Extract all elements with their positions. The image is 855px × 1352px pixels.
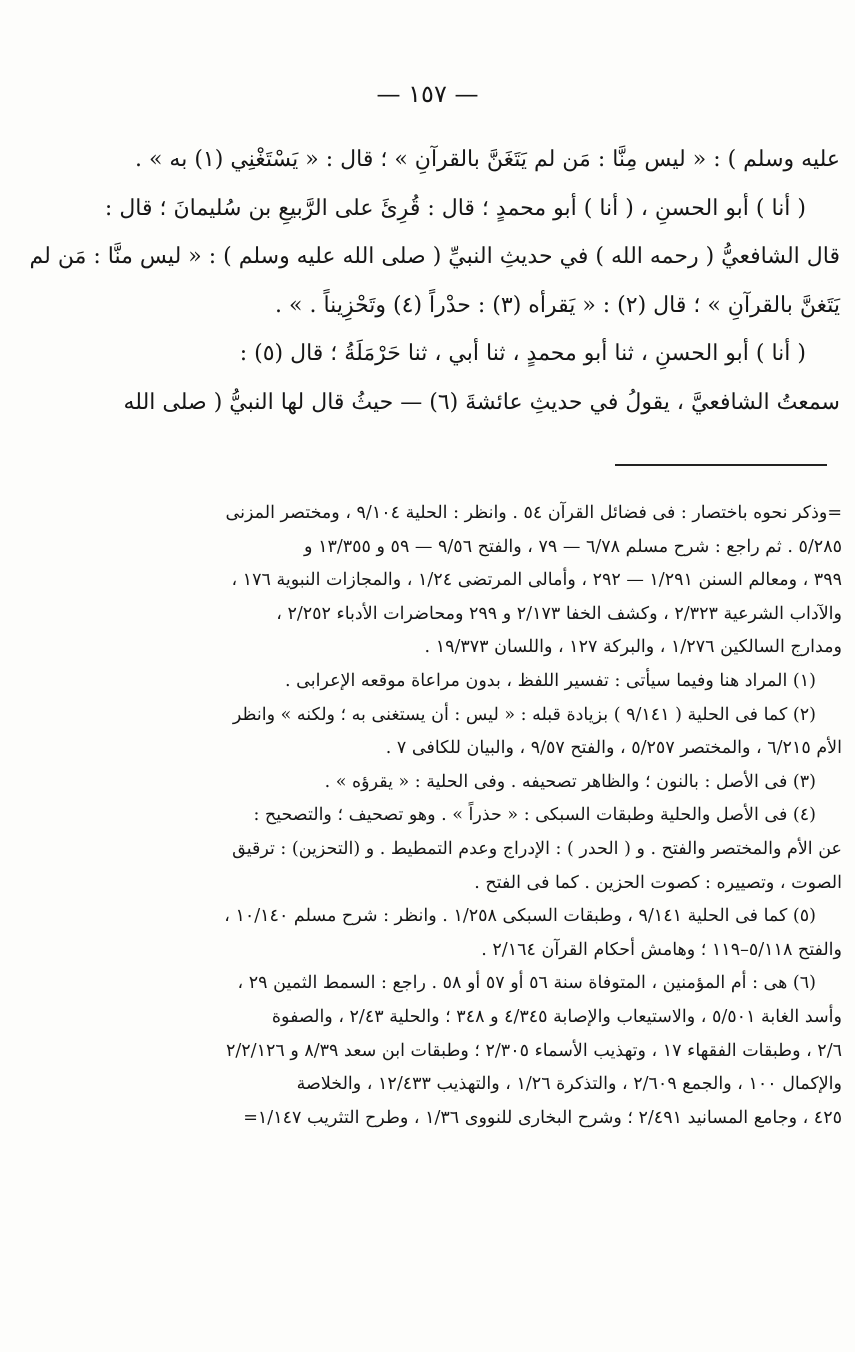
footnote-3: (٣) فى الأصل : بالنون ؛ والظاهر تصحيفه . وفى الحلية : « يقرؤه » . xyxy=(324,771,816,792)
footnote-line: ٢/٦ ، وطبقات الفقهاء ١٧ ، وتهذيب الأسماء ٢/٣٠٥ ؛ وطبقات ابن سعد ٨/٣٩ و ٢/٢/١٢٦ xyxy=(225,1040,842,1061)
footnote-2: (٢) كما فى الحلية ( ٩/١٤١ ) بزيادة قبله : « ليس : أن يستغنى به ؛ ولكنه » وانظر xyxy=(232,704,816,725)
page-number: — ١٥٧ — xyxy=(376,80,479,108)
main-text-line: يَتَغنَّ بالقرآنِ » ؛ قال (٢) : « يَقرأه (٣) : حدْراً (٤) وتَحْزِيناً . » . xyxy=(275,292,840,318)
footnote-line: ٥/٢٨٥ . ثم راجع : شرح مسلم ٦/٧٨ — ٧٩ ، والفتح ٩/٥٦ — ٥٩ و ١٣/٣٥٥ و xyxy=(304,536,842,557)
main-text-line: ( أنا ) أبو الحسنِ ، ( أنا ) أبو محمدٍ ؛ قال : قُرِئَ على الرَّبيعِ بن سُليمانَ ؛ قال : xyxy=(104,195,806,221)
footnotes xyxy=(130,497,842,1135)
footnote-line: ومدارج السالكين ١/٢٧٦ ، والبركة ١٢٧ ، واللسان ١٩/٣٧٣ . xyxy=(424,637,842,658)
footnote-line: ٤٢٥ ، وجامع المسانيد ٢/٤٩١ ؛ وشرح البخارى للنووى ١/٣٦ ، وطرح التثريب ١/١٤٧= xyxy=(243,1107,842,1128)
footnote-4: (٤) فى الأصل والحلية وطبقات السبكى : « حذراً » . وهو تصحيف ؛ والتصحيح : xyxy=(253,805,816,826)
main-text xyxy=(29,136,840,427)
main-text-line: عليه وسلم ) : « ليس مِنَّا : مَن لم يَتَغَنَّ بالقرآنِ » ؛ قال : « يَسْتَغْنِي (١) به » . xyxy=(134,147,840,172)
footnote-separator xyxy=(615,464,827,466)
footnote-line: =وذكر نحوه باختصار : فى فضائل القرآن ٥٤ . وانظر : الحلية ٩/١٠٤ ، ومختصر المزنى xyxy=(225,503,842,523)
main-text-line: ( أنا ) أبو الحسنِ ، ثنا أبو محمدٍ ، ثنا أبي ، ثنا حَرْمَلَةُ ؛ قال (٥) : xyxy=(239,341,806,366)
footnote-line: وأسد الغابة ٥/٥٠١ ، والاستيعاب والإصابة ٤/٣٤٥ و ٣٤٨ ؛ والحلية ٢/٤٣ ، والصفوة xyxy=(271,1006,842,1027)
footnote-line: الصوت ، وتصييره : كصوت الحزين . كما فى الفتح . xyxy=(474,872,842,893)
main-text-line: سمعتُ الشافعيَّ ، يقولُ في حديثِ عائشةَ (٦) — حيثُ قال لها النبيُّ ( صلى الله xyxy=(123,389,840,415)
footnote-line: والإكمال ١٠٠ ، والجمع ٢/٦٠٩ ، والتذكرة ١/٢٦ ، والتهذيب ١٢/٤٣٣ ، والخلاصة xyxy=(296,1074,842,1095)
footnote-line: ٣٩٩ ، ومعالم السنن ١/٢٩١ — ٢٩٢ ، وأمالى المرتضى ١/٢٤ ، والمجازات النبوية ١٧٦ ، xyxy=(231,570,842,591)
footnote-line: والفتح ٥/١١٨–١١٩ ؛ وهامش أحكام القرآن ٢/١٦٤ . xyxy=(481,939,842,960)
main-text-line: قال الشافعيُّ ( رحمه الله ) في حديثِ النبيِّ ( صلى الله عليه وسلم ) : « ليس منَّا : مَن لم xyxy=(29,244,840,269)
footnote-line: عن الأم والمختصر والفتح . و ( الحدر ) : الإدراج وعدم التمطيط . و (التحزين) : ترقيق xyxy=(232,838,842,859)
footnote-line: والآداب الشرعية ٢/٣٢٣ ، وكشف الخفا ٢/١٧٣ و ٢٩٩ ومحاضرات الأدباء ٢/٢٥٢ ، xyxy=(276,603,842,624)
footnote-1: (١) المراد هنا وفيما سيأتى : تفسير اللفظ ، بدون مراعاة موقعه الإعرابى . xyxy=(284,670,816,691)
footnote-6: (٦) هى : أم المؤمنين ، المتوفاة سنة ٥٦ أو ٥٧ أو ٥٨ . راجع : السمط الثمين ٢٩ ، xyxy=(237,973,816,994)
footnote-line: الأم ٦/٢١٥ ، والمختصر ٥/٢٥٧ ، والفتح ٩/٥٧ ، والبيان للكافى ٧ . xyxy=(385,738,842,759)
footnote-5: (٥) كما فى الحلية ٩/١٤١ ، وطبقات السبكى ١/٢٥٨ . وانظر : شرح مسلم ١٠/١٤٠ ، xyxy=(224,906,816,927)
